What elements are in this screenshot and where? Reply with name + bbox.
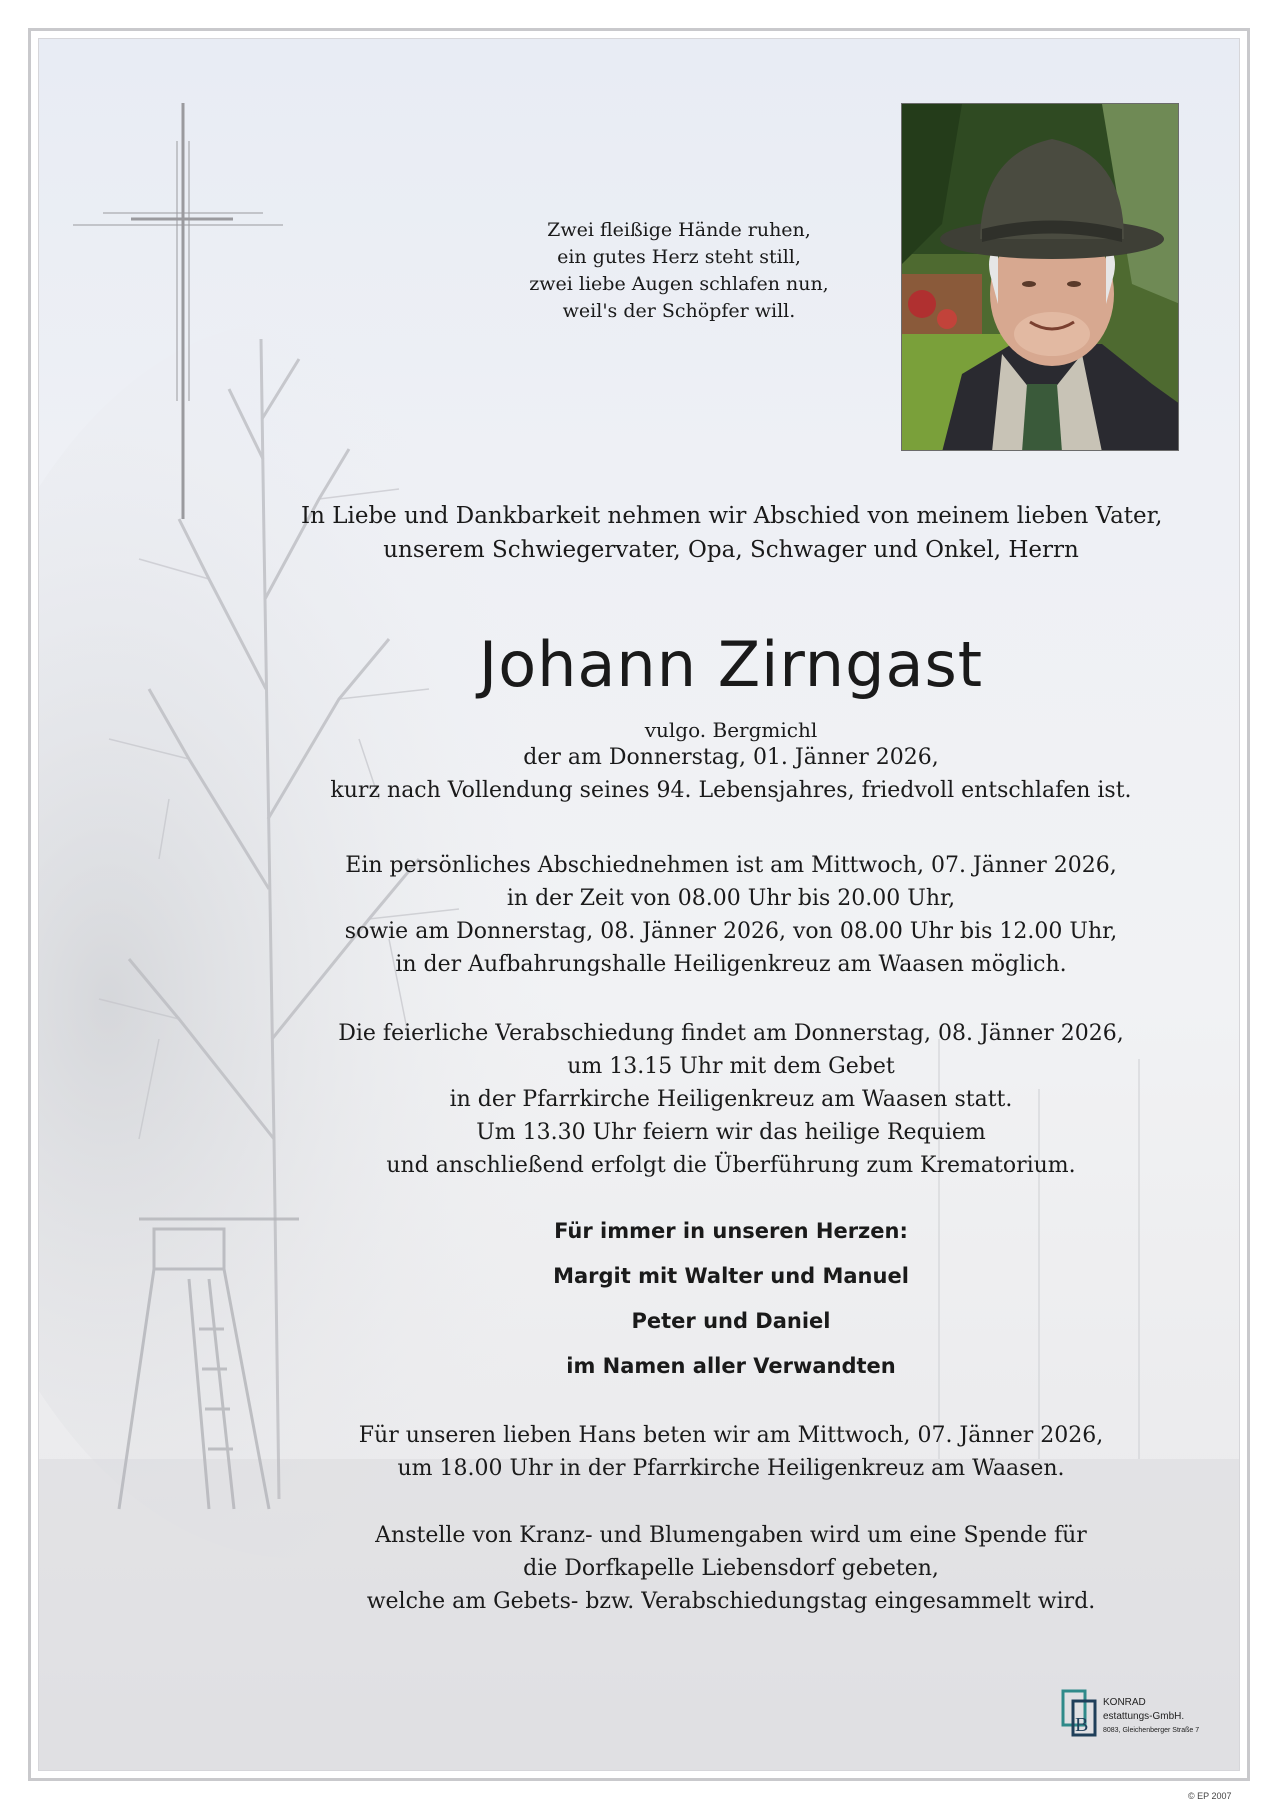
poem-line: zwei liebe Augen schlafen nun, (529, 273, 829, 295)
paragraph-line: Die feierliche Verabschiedung findet am Donnerstag, 08. Jänner 2026, (338, 1021, 1124, 1046)
paragraph-line: in der Aufbahrungshalle Heiligenkreuz am Waasen möglich. (395, 952, 1067, 977)
paragraph-line: Für unseren lieben Hans beten wir am Mittwoch, 07. Jänner 2026, (358, 1423, 1104, 1448)
family-line: Margit mit Walter und Manuel (553, 1264, 909, 1288)
intro-text (301, 499, 1161, 567)
copyright-notice: © EP 2007 (1188, 1791, 1232, 1801)
family-line: im Namen aller Verwandten (566, 1354, 896, 1378)
cross-icon (73, 101, 283, 521)
intro-line: unserem Schwiegervater, Opa, Schwager und Onkel, Herrn (383, 537, 1079, 563)
poem-line: weil's der Schöpfer will. (562, 300, 796, 322)
undertaker-company: estattungs-GmbH. (1103, 1711, 1185, 1722)
poem-line: Zwei fleißige Hände ruhen, (547, 219, 811, 241)
undertaker-name: KONRAD (1103, 1697, 1146, 1708)
paragraph-line: welche am Gebets- bzw. Verabschiedungstag eingesammelt wird. (366, 1589, 1096, 1614)
obituary-card (38, 38, 1240, 1771)
family-line: Für immer in unseren Herzen: (554, 1219, 908, 1243)
paragraph-line: in der Pfarrkirche Heiligenkreuz am Waasen statt. (449, 1087, 1013, 1112)
deceased-nickname: vulgo. Bergmichl (644, 718, 818, 742)
memorial-poem (419, 217, 939, 325)
paragraph-line: Ein persönliches Abschiednehmen ist am Mittwoch, 07. Jänner 2026, (345, 853, 1117, 878)
paragraph-line: um 18.00 Uhr in der Pfarrkirche Heiligenkreuz am Waasen. (397, 1456, 1065, 1481)
paragraph-line: kurz nach Vollendung seines 94. Lebensjahres, friedvoll entschlafen ist. (330, 778, 1132, 803)
undertaker-logo (1061, 1689, 1240, 1751)
paragraph-line: Anstelle von Kranz- und Blumengaben wird um eine Spende für (375, 1523, 1087, 1548)
portrait-photo (901, 103, 1179, 451)
donation-paragraph (301, 1519, 1161, 1618)
undertaker-address: 8083, Gleichenberger Straße 7 (1103, 1727, 1200, 1734)
family-signatures (301, 1209, 1161, 1389)
svg-text:B: B (1075, 1714, 1089, 1736)
death-notice-paragraph (301, 741, 1161, 807)
viewing-paragraph (301, 849, 1161, 981)
deceased-name: Johann Zirngast (478, 628, 984, 701)
paragraph-line: und anschließend erfolgt die Überführung zum Krematorium. (386, 1153, 1076, 1178)
paragraph-line: die Dorfkapelle Liebensdorf gebeten, (523, 1556, 939, 1581)
funeral-paragraph (301, 1017, 1161, 1182)
poem-line: ein gutes Herz steht still, (557, 246, 801, 268)
undertaker-logo-icon (1061, 1689, 1101, 1741)
paragraph-line: sowie am Donnerstag, 08. Jänner 2026, von 08.00 Uhr bis 12.00 Uhr, (344, 919, 1118, 944)
portrait-image (902, 104, 1179, 451)
intro-line: In Liebe und Dankbarkeit nehmen wir Abschied von meinem lieben Vater, (301, 503, 1163, 529)
family-line: Peter und Daniel (631, 1309, 831, 1333)
paragraph-line: in der Zeit von 08.00 Uhr bis 20.00 Uhr, (506, 886, 956, 911)
prayer-paragraph (301, 1419, 1161, 1485)
paragraph-line: Um 13.30 Uhr feiern wir das heilige Requiem (476, 1120, 986, 1145)
paragraph-line: um 13.15 Uhr mit dem Gebet (567, 1054, 895, 1079)
paragraph-line: der am Donnerstag, 01. Jänner 2026, (523, 745, 939, 770)
